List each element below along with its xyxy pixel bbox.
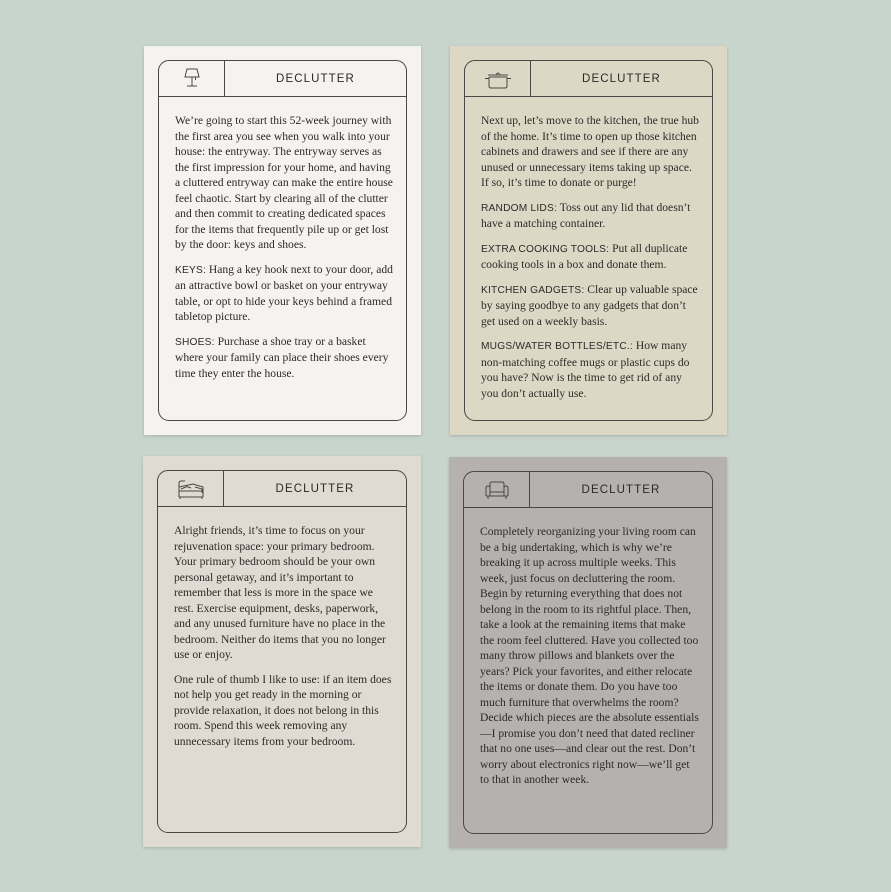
- tip-kitchen-gadgets: [481, 282, 700, 330]
- card-frame: [157, 470, 407, 833]
- intro-paragraph: We’re going to start this 52-week journey with the first area you see when you walk into your house: the entryway. The entryway serves as the first impression for your home, and having a cluttered entryway can make the entire house feel chaotic. Start by clearing all of the clutter and then commit to creating dedicated spaces for the items that frequently pile up or get lost by the door: keys and shoes.: [175, 114, 393, 251]
- card-title: DECLUTTER: [581, 483, 661, 496]
- card-title: DECLUTTER: [276, 72, 355, 85]
- paragraph: One rule of thumb I like to use: if an item does not help you get ready in the morning or provide relaxation, it does not belong in this room. Spend this week removing any unnecessary items from your bedroom.: [174, 672, 392, 748]
- tip-text: Hang a key hook next to your door, add an attractive bowl or basket on your entryway table, or opt to hide your keys behind a framed tabletop picture.: [175, 262, 393, 323]
- icon-cell: [465, 61, 531, 96]
- card-body: [174, 523, 394, 758]
- icon-cell: [158, 471, 224, 506]
- card-title: DECLUTTER: [582, 72, 661, 85]
- intro-paragraph: Next up, let’s move to the kitchen, the true hub of the home. It’s time to open up those kitchen cabinets and drawers and see if there are any unused or unnecessary items taking up space. If so, it’s time to donate or purge!: [481, 114, 699, 189]
- tip-random-lids: [481, 200, 700, 232]
- card-header: [158, 471, 406, 507]
- pot-icon: [483, 67, 513, 91]
- tip-text: Purchase a shoe tray or a basket where your family can place their shoes every time they enter the house.: [175, 334, 389, 380]
- tip-keys: [175, 262, 394, 325]
- tip-text: Toss out any lid that doesn’t have a matching container.: [481, 200, 691, 230]
- paragraph: Alright friends, it’s time to focus on your rejuvenation space: your primary bedroom. Your primary bedroom should be your own personal getaway, and it’s important to remember that less is more in the space we rest. Exercise equipment, desks, paperwork, and any unused furniture have no place in the bedroom. Neither do items that you no longer use or enjoy.: [174, 524, 386, 661]
- tip-shoes: [175, 334, 394, 382]
- card-kitchen: [450, 46, 727, 435]
- tip-label: RANDOM LIDS:: [481, 202, 557, 214]
- tip-mugs: [481, 338, 700, 401]
- card-body: [480, 524, 700, 797]
- card-frame: [158, 60, 407, 421]
- card-title: DECLUTTER: [275, 482, 355, 495]
- card-header: [159, 61, 406, 97]
- card-body: [481, 113, 700, 410]
- tip-label: KEYS:: [175, 264, 207, 276]
- card-frame: [464, 60, 713, 421]
- card-header: [465, 61, 712, 97]
- bed-icon: [175, 477, 207, 501]
- armchair-icon: [482, 478, 512, 502]
- tip-label: MUGS/WATER BOTTLES/ETC.:: [481, 341, 633, 352]
- tip-label: SHOES:: [175, 336, 215, 348]
- card-frame: [463, 471, 713, 834]
- card-bedroom: [143, 456, 421, 847]
- paragraph: Completely reorganizing your living room can be a big undertaking, which is why we’re breaking it up across multiple weeks. This week, just focus on decluttering the room. Begin by returning everything that does not belong in the room to its rightful place. Then, take a look at the remaining items that make the room feel cluttered. Have you collected too many throw pillows and blankets over the years? Pick your favorites, and either relocate the items or donate them. Do you have too much furniture that overwhelms the room? Decide which pieces are the absolute essentials—I promise you don’t need that dated recliner that no one uses—and clear out the rest. Don’t worry about electronics right now—we’ll get to that in another week.: [480, 525, 699, 786]
- tip-text: How many non-matching coffee mugs or plastic cups do you have? Now is the time to get rid of any you don’t actually use.: [481, 339, 690, 400]
- icon-cell: [159, 61, 225, 96]
- tip-text: Put all duplicate cooking tools in a box and donate them.: [481, 241, 688, 271]
- tip-label: KITCHEN GADGETS:: [481, 284, 585, 296]
- card-entryway: [144, 46, 421, 435]
- card-header: [464, 472, 712, 508]
- card-body: [175, 113, 394, 390]
- tip-label: EXTRA COOKING TOOLS:: [481, 243, 610, 255]
- card-living-room: [449, 457, 727, 848]
- icon-cell: [464, 472, 530, 507]
- tip-cooking-tools: [481, 241, 700, 273]
- tip-text: Clear up valuable space by saying goodbye to any gadgets that don’t get used on a weekly basis.: [481, 282, 698, 328]
- lamp-icon: [179, 66, 205, 92]
